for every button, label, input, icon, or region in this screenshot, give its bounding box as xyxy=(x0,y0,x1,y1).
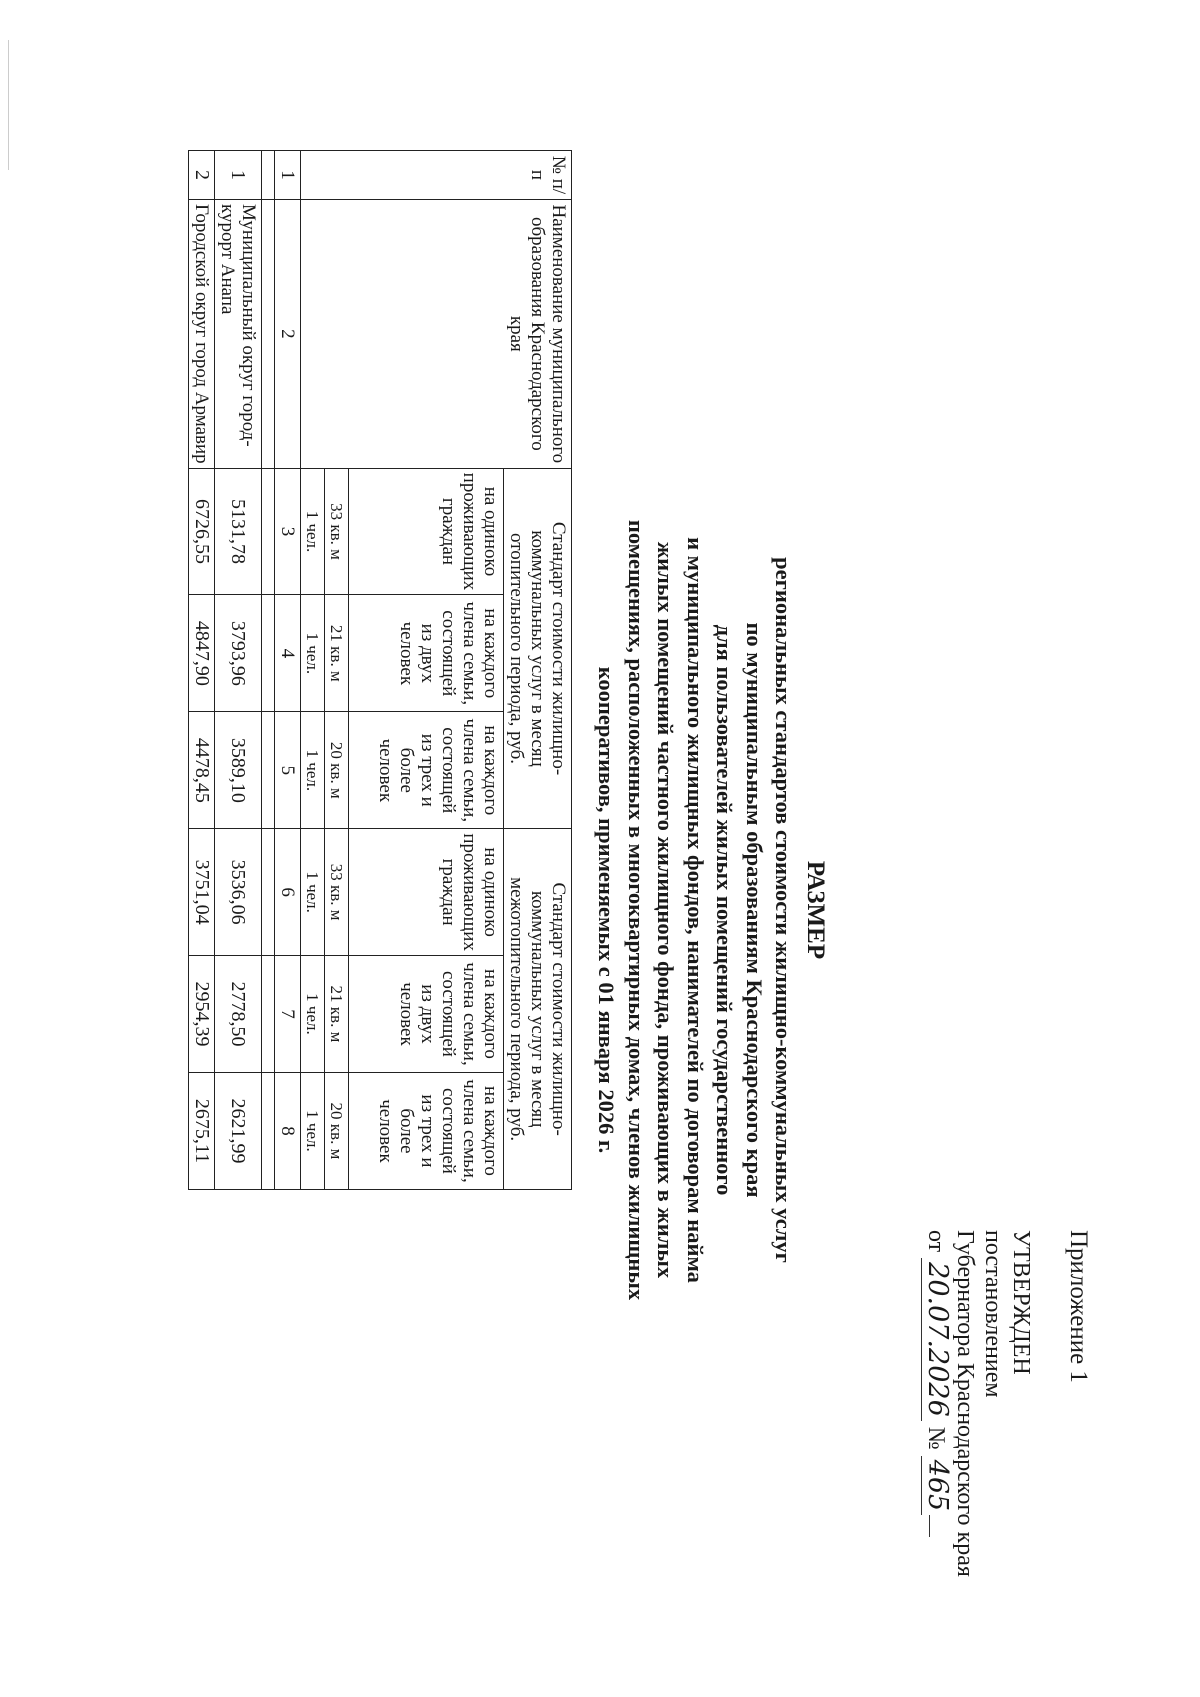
scan-edge-mark xyxy=(8,40,9,170)
decree-label: постановлением xyxy=(980,1230,1006,1398)
persons-cell: 1 чел. xyxy=(301,468,325,595)
row-num: 1 xyxy=(215,151,262,200)
title-line: по муниципальным образованиям Краснодарского края xyxy=(742,622,767,1198)
persons-cell: 1 чел. xyxy=(301,1072,325,1189)
header-heating-group: Стандарт стоимости жилищно-коммунальных услуг в месяц отопительного периода, руб. xyxy=(504,468,572,829)
row-value: 5131,78 xyxy=(215,468,262,595)
approval-block xyxy=(922,1230,1035,1577)
header-two: на каждого члена семьи, состоящей из двух человек xyxy=(349,955,504,1072)
row-value: 3751,04 xyxy=(189,829,215,956)
row-value: 3793,96 xyxy=(215,595,262,712)
title-line: для пользователей жилых помещений государственного xyxy=(712,624,738,1196)
row-value: 2675,11 xyxy=(189,1072,215,1189)
index-cell: 1 xyxy=(275,151,301,200)
table-header-row xyxy=(504,151,572,1190)
row-value: 4847,90 xyxy=(189,595,215,712)
persons-cell: 1 чел. xyxy=(301,829,325,956)
handwritten-number: 465 xyxy=(921,1456,953,1516)
area-cell: 33 кв. м xyxy=(325,829,349,956)
header-single: на одиноко проживающих граждан xyxy=(349,829,504,956)
table-row xyxy=(189,151,215,1190)
table-index-row xyxy=(275,151,301,1190)
row-value: 2778,50 xyxy=(215,955,262,1072)
index-cell: 3 xyxy=(275,468,301,595)
header-three: на каждого члена семьи, состоящей из трех и более человек xyxy=(349,712,504,829)
index-cell: 8 xyxy=(275,1072,301,1189)
table-spacer-row xyxy=(262,151,275,1190)
approved-label: УТВЕРЖДЕН xyxy=(1008,1230,1034,1375)
index-cell: 5 xyxy=(275,712,301,829)
header-name: Наименование муниципального образования Краснодарского края xyxy=(301,200,572,469)
signature-underline xyxy=(929,1515,930,1537)
persons-cell: 1 чел. xyxy=(301,955,325,1072)
row-value: 4478,45 xyxy=(189,712,215,829)
index-cell: 4 xyxy=(275,595,301,712)
area-cell: 21 кв. м xyxy=(325,595,349,712)
row-value: 2621,99 xyxy=(215,1072,262,1189)
governor-label: Губернатора Краснодарского края xyxy=(952,1230,978,1577)
date-number-line xyxy=(922,1230,951,1577)
area-cell: 33 кв. м xyxy=(325,468,349,595)
index-cell: 2 xyxy=(275,200,301,469)
header-three: на каждого члена семьи, состоящей из трех и более человек xyxy=(349,1072,504,1189)
row-name: Муниципальный округ город-курорт Анапа xyxy=(215,200,262,469)
title-line: жилых помещений частного жилищного фонда, проживающих в жилых xyxy=(653,541,679,1279)
area-cell: 20 кв. м xyxy=(325,712,349,829)
document-title xyxy=(592,410,830,1410)
standards-table xyxy=(188,150,572,1190)
title-line: и муниципального жилищных фондов, нанимателей по договорам найма xyxy=(683,537,708,1283)
appendix-label: Приложение 1 xyxy=(1065,1230,1092,1383)
header-nonheating-group: Стандарт стоимости жилищно-коммунальных услуг в месяц межотопительного периода, руб. xyxy=(504,829,572,1190)
area-cell: 20 кв. м xyxy=(325,1072,349,1189)
persons-cell: 1 чел. xyxy=(301,712,325,829)
title-heading: РАЗМЕР xyxy=(802,860,829,960)
persons-cell: 1 чел. xyxy=(301,595,325,712)
area-cell: 21 кв. м xyxy=(325,955,349,1072)
header-single: на одиноко проживающих граждан xyxy=(349,468,504,595)
title-line: региональных стандартов стоимости жилищно-коммунальных услуг xyxy=(771,557,797,1263)
row-value: 2954,39 xyxy=(189,955,215,1072)
title-line: кооперативов, применяемых с 01 января 2026 г. xyxy=(594,666,620,1154)
row-value: 3589,10 xyxy=(215,712,262,829)
title-line: помещениях, расположенных в многоквартирных домах, членов жилищных xyxy=(624,519,649,1301)
row-name: Городской округ город Армавир xyxy=(189,200,215,469)
row-value: 3536,06 xyxy=(215,829,262,956)
row-value: 6726,55 xyxy=(189,468,215,595)
table-row xyxy=(215,151,262,1190)
date-prefix: от xyxy=(923,1230,949,1253)
header-two: на каждого члена семьи, состоящей из двух человек xyxy=(349,595,504,712)
header-num: № п/п xyxy=(301,151,572,200)
rotated-page xyxy=(80,60,1140,1640)
row-num: 2 xyxy=(189,151,215,200)
handwritten-date: 20.07.2026 xyxy=(921,1258,953,1421)
index-cell: 7 xyxy=(275,955,301,1072)
index-cell: 6 xyxy=(275,829,301,956)
number-label: № xyxy=(923,1426,949,1450)
